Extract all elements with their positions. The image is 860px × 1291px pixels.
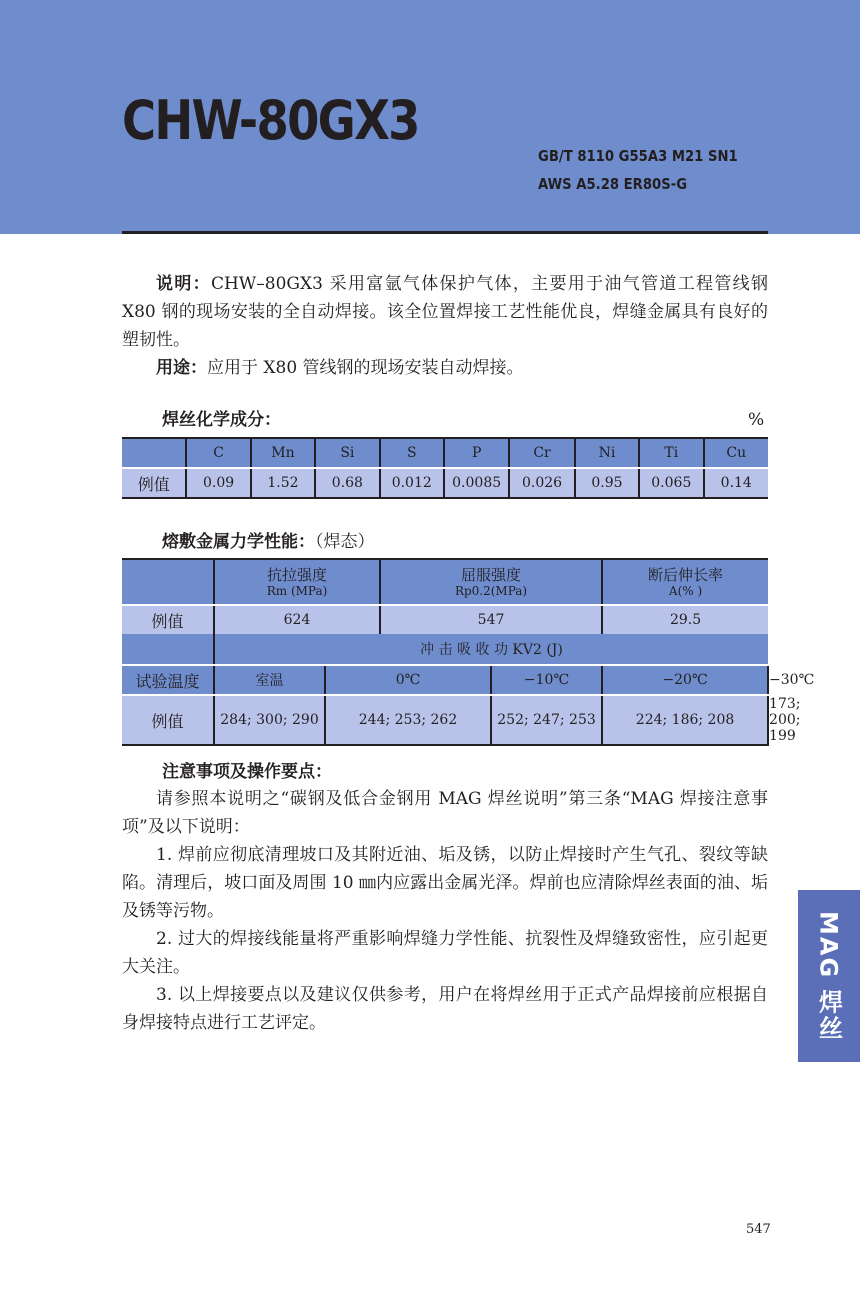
- notes-item-1: 1. 焊前应彻底清理坡口及其附近油、垢及锈，以防止焊接时产生气孔、裂纹等缺陷。清理后，坡口面及周围 10 ㎜内应露出金属光泽。焊前也应清除焊丝表面的油、垢及锈等污物。: [122, 845, 768, 921]
- temperature-row-label: 试验温度: [122, 665, 214, 695]
- impact-0: 244; 253; 262: [325, 695, 491, 745]
- temp-minus10: −10℃: [491, 665, 602, 695]
- chemistry-header-row: [122, 438, 768, 468]
- value-ni: 0.95: [575, 468, 639, 498]
- chemistry-row-label: 例值: [122, 468, 186, 498]
- value-mn: 1.52: [251, 468, 315, 498]
- element-s: S: [380, 438, 444, 468]
- standard-gb: GB/T 8110 G55A3 M21 SN1: [538, 147, 738, 165]
- element-mn: Mn: [251, 438, 315, 468]
- usage-paragraph: [122, 354, 768, 382]
- usage-label: 用途：: [156, 358, 207, 378]
- tensile-value-row: [122, 605, 768, 634]
- value-p: 0.0085: [444, 468, 509, 498]
- tensile-strength-header: 抗拉强度 Rm (MPa): [214, 559, 380, 605]
- description-text: CHW–80GX3 采用富氩气体保护气体，主要用于油气管道工程管线钢 X80 钢的现场安装的全自动焊接。该全位置焊接工艺性能优良，焊缝金属具有良好的塑韧性。: [122, 274, 769, 350]
- mechanical-heading-text: 熔敷金属力学性能：: [162, 532, 315, 552]
- header-rule: [122, 231, 768, 234]
- tensile-strength-value: 624: [214, 605, 380, 634]
- description-paragraph: [122, 270, 768, 354]
- temp-minus20: −20℃: [602, 665, 768, 695]
- section-side-tab: [798, 890, 860, 1062]
- chemistry-heading: 焊丝化学成分：: [162, 410, 281, 430]
- impact-heading-row: [122, 634, 768, 665]
- value-cu: 0.14: [704, 468, 768, 498]
- chemistry-table: [122, 437, 768, 499]
- impact-room: 284; 300; 290: [214, 695, 325, 745]
- element-c: C: [186, 438, 250, 468]
- value-s: 0.012: [380, 468, 444, 498]
- mechanical-heading-note: （焊态）: [315, 532, 375, 552]
- element-ti: Ti: [639, 438, 703, 468]
- yield-strength-value: 547: [380, 605, 602, 634]
- notes-item-3: 3. 以上焊接要点以及建议仅供参考，用户在将焊丝用于正式产品焊接前应根据自身焊接特点进行工艺评定。: [122, 985, 768, 1033]
- element-cr: Cr: [509, 438, 574, 468]
- page-number: 547: [746, 1222, 771, 1237]
- temperature-row: 试验温度 室温 0℃ −10℃ −20℃ −30℃: [122, 665, 768, 695]
- notes-item-2: 2. 过大的焊接线能量将严重影响焊缝力学性能、抗裂性及焊缝致密性，应引起更大关注。: [122, 929, 768, 977]
- mechanical-table: [122, 558, 815, 746]
- temp-room: 室温: [214, 665, 325, 695]
- product-title: CHW-80GX3: [122, 89, 419, 152]
- temp-0: 0℃: [325, 665, 491, 695]
- tensile-header-row: [122, 559, 768, 605]
- element-cu: Cu: [704, 438, 768, 468]
- element-si: Si: [315, 438, 379, 468]
- impact-value-row: 例值 284; 300; 290 244; 253; 262 252; 247; 253 224; 186; 208 173; 200; 199: [122, 695, 768, 745]
- chemistry-unit: %: [748, 410, 765, 430]
- value-ti: 0.065: [639, 468, 703, 498]
- impact-row-label: 例值: [122, 695, 214, 745]
- tensile-row-label: 例值: [122, 605, 214, 634]
- usage-text: 应用于 X80 管线钢的现场安装自动焊接。: [207, 358, 524, 378]
- value-cr: 0.026: [509, 468, 574, 498]
- chemistry-value-row: [122, 468, 768, 498]
- description-block: [122, 270, 768, 382]
- elongation-value: 29.5: [602, 605, 768, 634]
- standard-aws: AWS A5.28 ER80S-G: [538, 175, 688, 193]
- chemistry-corner-cell: [122, 438, 186, 468]
- notes-intro: 请参照本说明之“碳钢及低合金钢用 MAG 焊丝说明”第三条“MAG 焊接注意事项”及以下说明：: [122, 789, 768, 837]
- standards-block: [538, 142, 738, 198]
- value-si: 0.68: [315, 468, 379, 498]
- yield-strength-header: 屈服强度 Rp0.2(MPa): [380, 559, 602, 605]
- description-label: 说明：: [156, 274, 211, 294]
- impact-heading: 冲 击 吸 收 功 KV2 (J): [214, 634, 768, 665]
- impact-minus20: 224; 186; 208: [602, 695, 768, 745]
- element-p: P: [444, 438, 509, 468]
- notes-heading: 注意事项及操作要点：: [162, 762, 332, 782]
- impact-minus10: 252; 247; 253: [491, 695, 602, 745]
- element-ni: Ni: [575, 438, 639, 468]
- value-c: 0.09: [186, 468, 250, 498]
- mechanical-heading: [162, 530, 375, 554]
- side-tab-label: MAG 焊丝: [814, 910, 843, 1042]
- tensile-corner-cell: [122, 559, 214, 605]
- elongation-header: 断后伸长率 A(% ): [602, 559, 768, 605]
- notes-block: [122, 785, 768, 1037]
- impact-corner-cell: [122, 634, 214, 665]
